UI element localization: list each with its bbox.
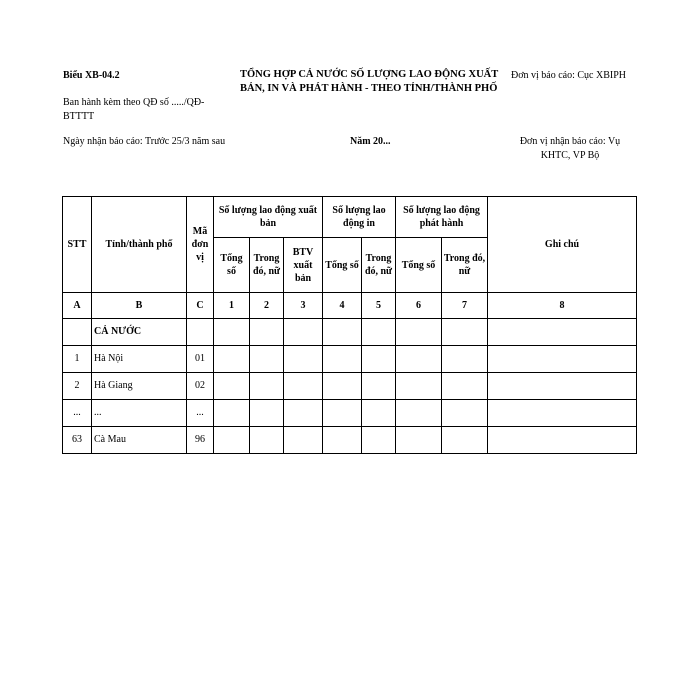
row-value-cell <box>442 400 488 427</box>
row-unit-code: 02 <box>187 373 214 400</box>
form-code: Biểu XB-04.2 <box>63 70 120 81</box>
row-value-cell <box>250 427 284 454</box>
row-province: Cà Mau <box>92 427 187 454</box>
row-value-cell <box>250 400 284 427</box>
row-unit-code: 96 <box>187 427 214 454</box>
header-publishing-female: Trong đó, nữ <box>250 238 284 293</box>
row-value-cell <box>362 400 396 427</box>
receive-date: Ngày nhận báo cáo: Trước 25/3 năm sau <box>63 136 226 147</box>
row-value-cell <box>442 319 488 346</box>
row-value-cell <box>250 346 284 373</box>
receiving-unit: Đơn vị nhận báo cáo: Vụ KHTC, VP Bộ <box>519 136 621 161</box>
row-unit-code <box>187 319 214 346</box>
header-printing-total: Tổng số <box>323 238 362 293</box>
row-unit-code: 01 <box>187 346 214 373</box>
row-value-cell <box>323 427 362 454</box>
column-letter: C <box>187 293 214 319</box>
row-stt <box>63 319 92 346</box>
column-letter: 3 <box>284 293 323 319</box>
header-unit-code: Mã đơn vị <box>187 197 214 293</box>
table-row <box>63 346 637 373</box>
header-row-groups <box>63 197 637 238</box>
report-table <box>62 196 637 454</box>
row-stt: ... <box>63 400 92 427</box>
row-value-cell <box>396 373 442 400</box>
row-value-cell <box>323 346 362 373</box>
row-stt: 63 <box>63 427 92 454</box>
column-letter: B <box>92 293 187 319</box>
row-value-cell <box>488 400 637 427</box>
row-value-cell <box>284 427 323 454</box>
row-value-cell <box>284 319 323 346</box>
table-row <box>63 400 637 427</box>
row-value-cell <box>488 319 637 346</box>
row-value-cell <box>362 346 396 373</box>
column-letter-row <box>63 293 637 319</box>
row-value-cell <box>396 400 442 427</box>
row-value-cell <box>488 346 637 373</box>
row-province: Hà Nội <box>92 346 187 373</box>
reporting-unit: Đơn vị báo cáo: Cục XBIPH <box>511 70 626 81</box>
row-value-cell <box>442 373 488 400</box>
row-value-cell <box>362 373 396 400</box>
header-group-publishing: Số lượng lao động xuất bản <box>214 197 323 238</box>
row-stt: 2 <box>63 373 92 400</box>
row-value-cell <box>250 373 284 400</box>
row-value-cell <box>323 373 362 400</box>
row-value-cell <box>323 319 362 346</box>
column-letter: 5 <box>362 293 396 319</box>
column-letter: 1 <box>214 293 250 319</box>
row-value-cell <box>284 400 323 427</box>
row-value-cell <box>214 427 250 454</box>
table-row <box>63 319 637 346</box>
header-group-printing: Số lượng lao động in <box>323 197 396 238</box>
row-value-cell <box>284 373 323 400</box>
header-printing-female: Trong đó, nữ <box>362 238 396 293</box>
table-row <box>63 373 637 400</box>
row-province: Hà Giang <box>92 373 187 400</box>
column-letter: 8 <box>488 293 637 319</box>
row-value-cell <box>488 373 637 400</box>
column-letter: 7 <box>442 293 488 319</box>
header-distribution-female: Trong đó, nữ <box>442 238 488 293</box>
row-province: CẢ NƯỚC <box>92 319 187 346</box>
row-value-cell <box>214 373 250 400</box>
header-group-distribution: Số lượng lao động phát hành <box>396 197 488 238</box>
header-notes: Ghi chú <box>488 197 637 293</box>
header-stt: STT <box>63 197 92 293</box>
row-value-cell <box>323 400 362 427</box>
header-publishing-total: Tổng số <box>214 238 250 293</box>
row-value-cell <box>214 400 250 427</box>
column-letter: A <box>63 293 92 319</box>
row-value-cell <box>250 319 284 346</box>
row-value-cell <box>396 346 442 373</box>
row-unit-code: ... <box>187 400 214 427</box>
row-value-cell <box>214 319 250 346</box>
report-year: Năm 20... <box>350 136 391 147</box>
column-letter: 6 <box>396 293 442 319</box>
report-title: TỔNG HỢP CẢ NƯỚC SỐ LƯỢNG LAO ĐỘNG XUẤT BẢN, IN VÀ PHÁT HÀNH - THEO TỈNH/THÀNH PHỐ <box>240 69 499 95</box>
row-value-cell <box>362 319 396 346</box>
row-value-cell <box>214 346 250 373</box>
row-value-cell <box>284 346 323 373</box>
row-value-cell <box>442 346 488 373</box>
row-stt: 1 <box>63 346 92 373</box>
row-value-cell <box>362 427 396 454</box>
row-province: ... <box>92 400 187 427</box>
row-value-cell <box>396 319 442 346</box>
table-row <box>63 427 637 454</box>
issued-with-decision: Ban hành kèm theo QĐ số ...../QĐ-BTTTT <box>63 97 205 122</box>
header-distribution-total: Tổng số <box>396 238 442 293</box>
row-value-cell <box>442 427 488 454</box>
row-value-cell <box>396 427 442 454</box>
row-value-cell <box>488 427 637 454</box>
column-letter: 4 <box>323 293 362 319</box>
header-publishing-btv: BTV xuất bản <box>284 238 323 293</box>
header-province: Tỉnh/thành phố <box>92 197 187 293</box>
column-letter: 2 <box>250 293 284 319</box>
